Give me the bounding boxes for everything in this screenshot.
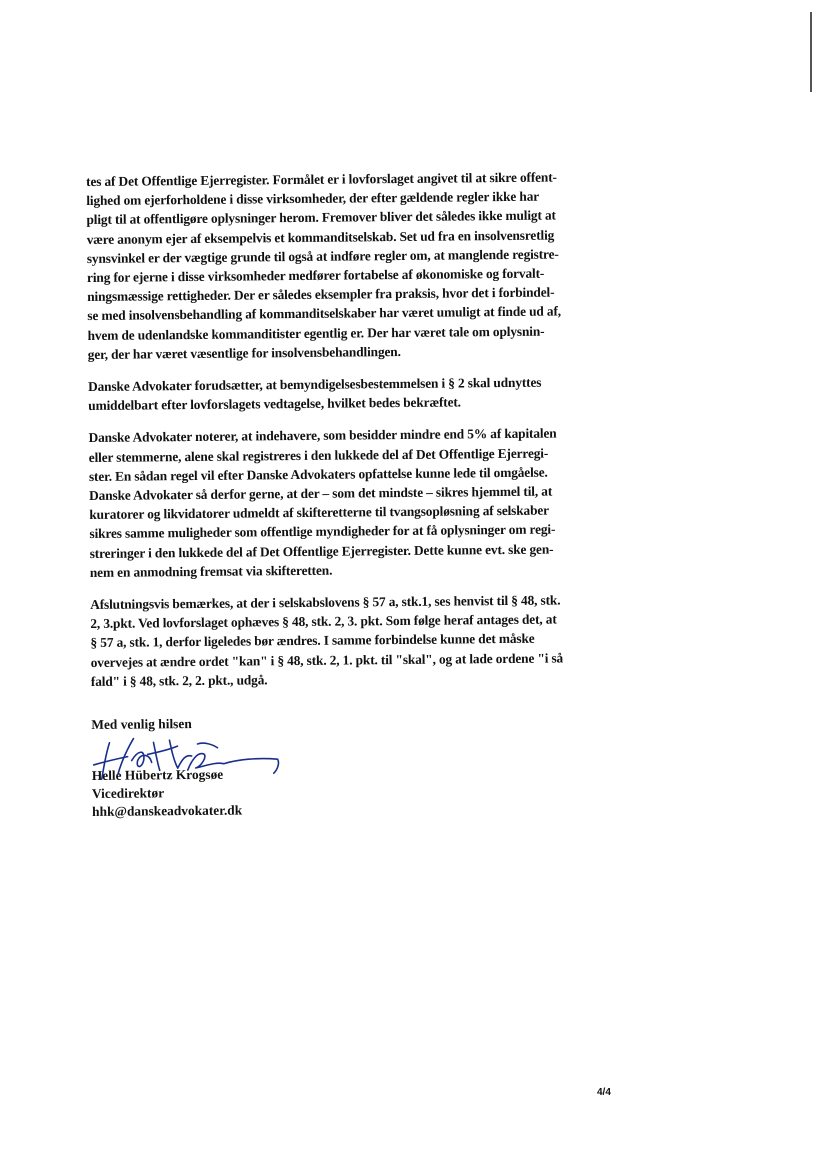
signatory-title: Vicedirektør xyxy=(91,785,165,802)
paragraph-line: umiddelbart efter lovforslagets vedtagelse, hvilket bedes bekræftet. xyxy=(88,394,461,414)
paragraph-line: kuratorer og likvidatorer udmeldt af skifteretterne til tvangsopløsning af selskaber xyxy=(89,502,549,523)
paragraph-line: sikres samme muligheder som offentlige myndigheder for at få oplysninger om regi- xyxy=(89,521,556,542)
paragraph-line: synsvinkel er der vægtige grunde til også at indføre regler om, at manglende registre- xyxy=(86,246,559,266)
paragraph-line: ring for ejerne i disse virksomheder medfører fortabelse af økonomiske og forvalt- xyxy=(86,265,545,286)
body-paragraph xyxy=(88,372,588,415)
body-paragraph xyxy=(86,167,588,364)
paragraph-line: Afslutningsvis bemærkes, at der i selskabslovens § 57 a, stk.1, ses henvist til § 48, stk. xyxy=(90,592,561,613)
paragraph-line: Danske Advokater forudsætter, at bemyndigelsesbestemmelsen i § 2 skal udnyttes xyxy=(87,374,542,395)
paragraph-line: nem en anmodning fremsat via skifteretten. xyxy=(89,562,333,580)
paragraph-line: Danske Advokater noterer, at indehavere, som besidder mindre end 5% af kapitalen xyxy=(88,425,557,446)
paragraph-line: ningsmæssige rettigheder. Der er således eksempler fra praksis, hvor det i forbindel- xyxy=(87,284,555,305)
paragraph-line: tes af Det Offentlige Ejerregister. Formålet er i lovforslaget angivet til at sikre offent- xyxy=(86,169,557,189)
paragraph-line: ster. En sådan regel vil efter Danske Advokaters opfattelse kunne lede til omgåelse. xyxy=(88,464,548,484)
letter-body xyxy=(86,167,591,691)
letter-page xyxy=(86,167,592,821)
signatory-email: hhk@danskeadvokater.dk xyxy=(92,802,243,820)
paragraph-line: lighed om ejerforholdene i disse virksomheder, der efter gældende regler ikke har xyxy=(86,188,540,209)
paragraph-line: Danske Advokater så derfor gerne, at der – som det mindste – sikres hjemmel til, at xyxy=(89,483,553,504)
paragraph-line: pligt til at offentligøre oplysninger herom. Fremover bliver det således ikke muligt at xyxy=(86,207,556,228)
handwritten-signature xyxy=(87,729,288,791)
paragraph-line: ger, der har været væsentlige for insolvensbehandlingen. xyxy=(87,343,401,362)
paragraph-line: fald" i § 48, stk. 2, 2. pkt., udgå. xyxy=(90,672,268,689)
paragraph-line: 2, 3.pkt. Ved lovforslaget ophæves § 48, stk. 2, 3. pkt. Som følge heraf antages det, at xyxy=(90,611,557,632)
paragraph-line: se med insolvensbehandling af kommanditselskaber har været umuligt at finde ud af, xyxy=(87,303,561,324)
paragraph-line: overvejes at ændre ordet "kan" i § 48, stk. 2, 1. pkt. til "skal", og at lade ordene "i så xyxy=(90,650,564,670)
page-number: 4/4 xyxy=(597,1087,611,1098)
closing-greeting: Med venlig hilsen xyxy=(91,716,192,733)
body-paragraph xyxy=(88,424,589,582)
signatory-name: Helle Hübertz Krogsøe xyxy=(91,766,224,784)
paragraph-line: eller stemmerne, alene skal registreres i den lukkede del af Det Offentlige Ejerregi- xyxy=(88,445,549,465)
scan-edge-mark xyxy=(810,12,812,92)
paragraph-line: § 57 a, stk. 1, derfor ligeledes bør ændres. I samme forbindelse kunne det måske xyxy=(90,631,535,651)
body-paragraph xyxy=(90,590,591,691)
paragraph-line: være anonym ejer af eksempelvis et kommanditselskab. Set ud fra en insolvensretlig xyxy=(86,227,555,247)
paragraph-line: streringer i den lukkede del af Det Offentlige Ejerregister. Dette kunne evt. ske gen- xyxy=(89,541,554,561)
signature-area xyxy=(91,732,591,783)
paragraph-line: hvem de udenlandske kommanditister egentlig er. Der har været tale om oplysnin- xyxy=(87,323,545,343)
